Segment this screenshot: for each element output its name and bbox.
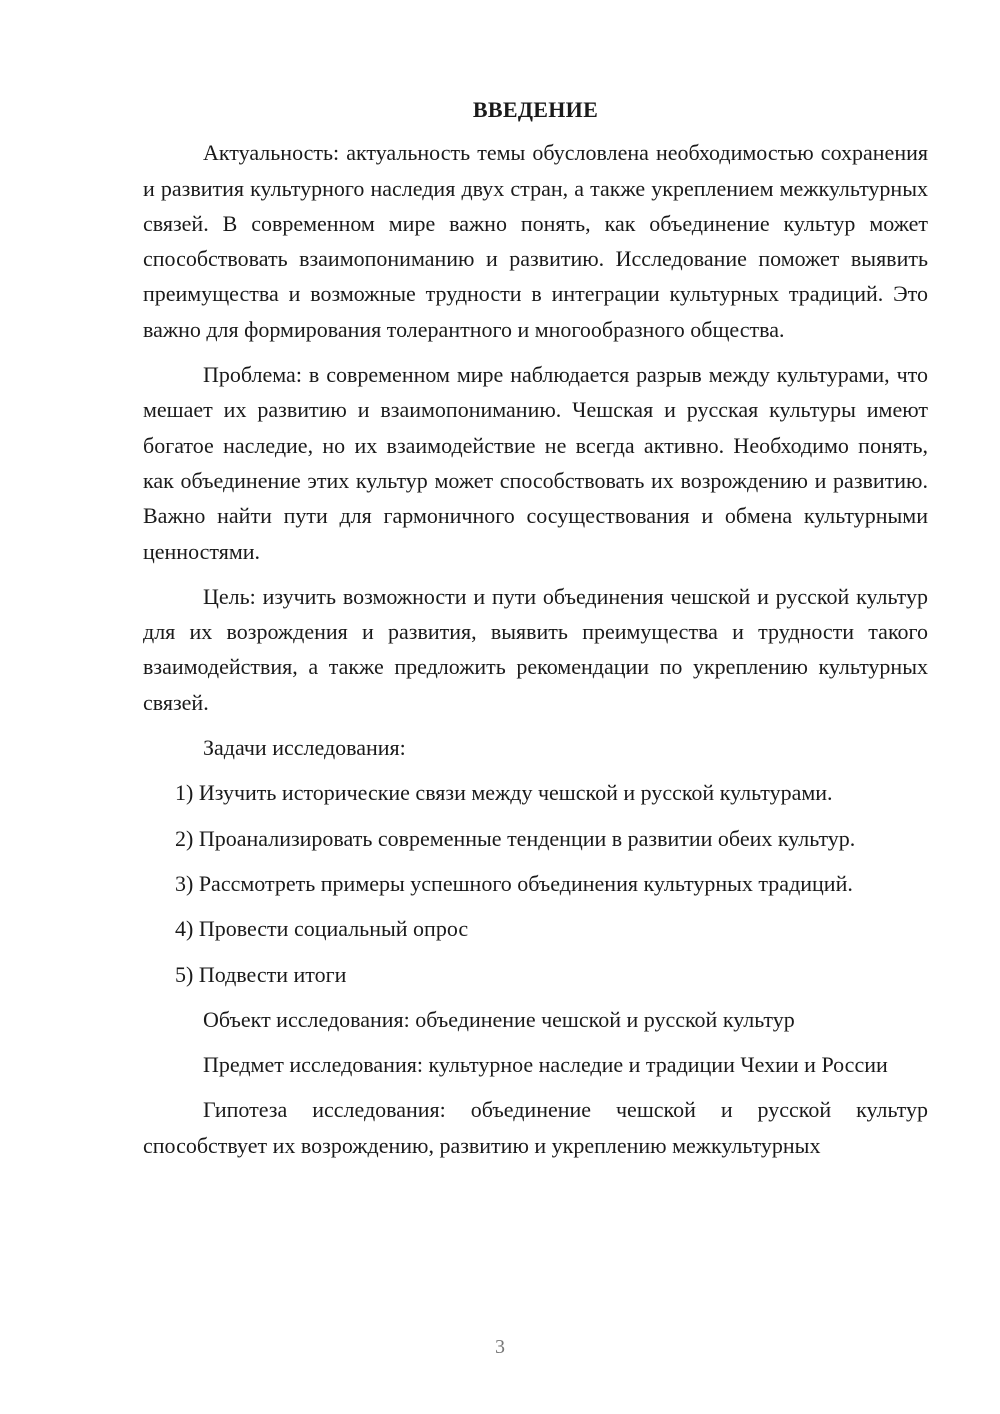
task-item-5: 5) Подвести итоги [175,961,347,987]
relevance-paragraph: Актуальность: актуальность темы обусловлена необходимостью сохранения и развития культурного наследия двух стран, а также укреплением межкультурных связей. В современном мире важно понять, как объединение культур может способствовать взаимопониманию и развитию. Исследование поможет выявить преимущества и возможные трудности в интеграции культурных традиций. Это важно для формирования толерантного и многообразного общества. [143,140,928,342]
tasks-heading: Задачи исследования: [203,735,406,761]
task-item-1: 1) Изучить исторические связи между чешской и русской культурами. [175,780,833,806]
section-title: ВВЕДЕНИЕ [472,97,599,122]
page-content [143,92,928,1173]
task-item-4: 4) Провести социальный опрос [175,916,469,942]
hypothesis-paragraph: Гипотеза исследования: объединение чешской и русской культур способствует их возрождению, развитию и укреплению межкультурных [143,1097,928,1158]
subject-paragraph: Предмет исследования: культурное наследие и традиции Чехии и России [203,1052,888,1078]
page-number: 3 [495,1336,505,1358]
task-item-3: 3) Рассмотреть примеры успешного объединения культурных традиций. [175,870,853,896]
problem-paragraph: Проблема: в современном мире наблюдается разрыв между культурами, что мешает их развитию и взаимопониманию. Чешская и русская культуры имеют богатое наследие, но их взаимодействие не всегда активно. Необходимо понять, как объединение этих культур может способствовать их возрождению и развитию. Важно найти пути для гармоничного сосуществования и обмена культурными ценностями. [143,362,928,564]
goal-paragraph: Цель: изучить возможности и пути объединения чешской и русской культур для их возрождения и развития, выявить преимущества и трудности такого взаимодействия, а также предложить рекомендации по укреплению культурных связей. [143,583,928,715]
task-item-2: 2) Проанализировать современные тенденции в развитии обеих культур. [175,825,856,851]
object-paragraph: Объект исследования: объединение чешской и русской культур [203,1006,795,1032]
